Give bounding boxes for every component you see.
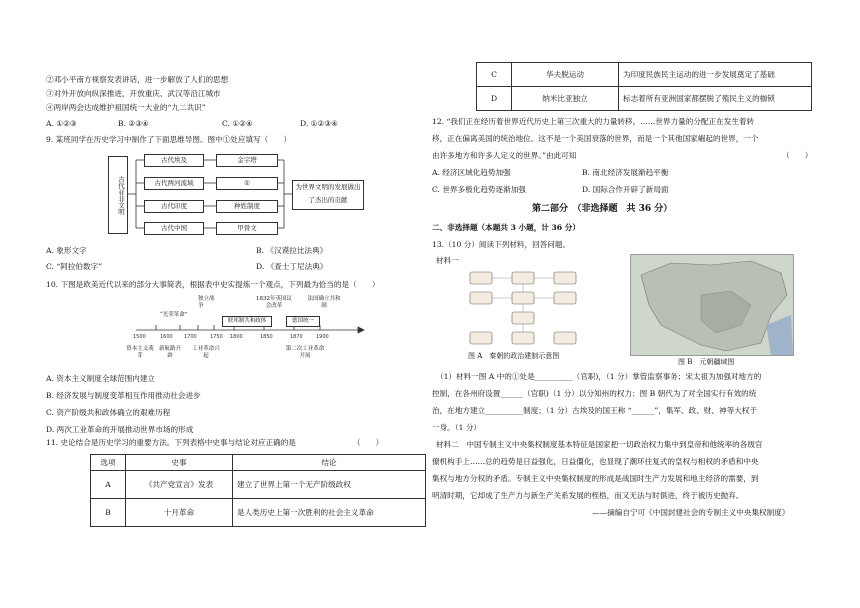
q12-option-c[interactable]: C. 世界多极化趋势逐渐加强 bbox=[432, 185, 526, 194]
timeline-event-french-republic: 法国确立共和制 bbox=[307, 296, 341, 309]
table-row[interactable] bbox=[477, 87, 812, 111]
q12-option-d[interactable]: D. 国际合作开辟了新局面 bbox=[582, 185, 669, 194]
mind-map-civ-china: 古代中国 bbox=[144, 222, 204, 235]
q9-option-c[interactable]: C. “阿拉伯数字” bbox=[46, 262, 103, 271]
mind-map-item-oracle: 甲骨文 bbox=[216, 222, 278, 235]
material-two-line-3: 集权与地方分权的矛盾。专制主义中央集权制度的形成是战国时生产力发展和地主经济的需要，到 bbox=[432, 474, 759, 483]
material-two-line-4: 明清时期，它却成了生产力与新生产关系发展的桎梏，而又无法与时俱进，终于被历史抛弃。 bbox=[432, 491, 744, 500]
q13-part1-line-3: 治，在地方建立__________制度；（1 分）古埃及的国王称 “______”，集军、政、财、神等大权于 bbox=[432, 406, 757, 415]
svg-text:1870: 1870 bbox=[290, 334, 303, 340]
q10-option-b[interactable]: B. 经济发展与制度变革相互作用推动社会进步 bbox=[46, 391, 201, 400]
mind-map-result: 为世界文明的发展做出了杰出的贡献 bbox=[292, 180, 364, 210]
q11-header-event: 史事 bbox=[126, 455, 233, 471]
q11-header-conclusion: 结论 bbox=[233, 455, 426, 471]
q9-option-a[interactable]: A. 象形文字 bbox=[46, 246, 87, 255]
q11-row-b-option: B bbox=[91, 499, 126, 527]
q12-line-2: 移，正在偏离美国的统治地位。这不是一个美国衰落的世界，而是一个其他国家崛起的世界，一个 bbox=[432, 134, 759, 143]
q9-option-b[interactable]: B. 《汉谟拉比法典》 bbox=[256, 246, 328, 255]
q11-table bbox=[90, 454, 426, 527]
mind-map-item-pyramid: 金字塔 bbox=[216, 154, 278, 167]
figure-a-caption: 图 A 秦朝的政治建制示意图 bbox=[468, 352, 560, 360]
q11-row-a-event: 《共产党宣言》发表 bbox=[126, 471, 233, 499]
q11-row-b-event: 十月革命 bbox=[126, 499, 233, 527]
q11-row-c-event: 华夫脱运动 bbox=[512, 63, 619, 87]
q12-line-1: 12. “我们正在经历着世界近代历史上第三次重大的力量转移。……世界力量的分配正在发生着转 bbox=[432, 117, 755, 126]
material-two-line-2: 僚机构手上……总的趋势是日益强化，日益僵化，也显现了潮环往复式的皇权与相权的矛盾和中央 bbox=[432, 457, 759, 466]
q13-part1-line-2: 控制，在各州府设置______（官职)（1 分）以分知州的权力；图 B 朝代为了对全国实行有效的统 bbox=[432, 389, 757, 398]
section-two-subheading: 二、非选择题（本题共 3 小题，计 36 分） bbox=[432, 223, 580, 232]
table-row[interactable] bbox=[91, 471, 426, 499]
q13-part1-line-4: 一身。（1 分） bbox=[432, 423, 482, 432]
yuan-dynasty-map bbox=[630, 254, 794, 356]
material-two-source: ——摘编自宁可《中国封建社会的专制主义中央集权制度》 bbox=[592, 508, 790, 517]
mind-map-item-caste: 种姓制度 bbox=[216, 200, 278, 213]
q12-option-b[interactable]: B. 南北经济发展渐趋平衡 bbox=[582, 168, 669, 177]
q10-option-d[interactable]: D. 两次工业革命的开展推动世界市场的形成 bbox=[46, 425, 194, 434]
q11-row-c-option: C bbox=[477, 63, 512, 87]
q11-row-a-conclusion: 建立了世界上第一个无产阶级政权 bbox=[233, 471, 426, 499]
mind-map-item-blank: ① bbox=[216, 177, 278, 190]
mind-map-root: 古代亚非文明 bbox=[108, 156, 128, 234]
q11-row-d-event: 纳米比亚独立 bbox=[512, 87, 619, 111]
svg-text:1600: 1600 bbox=[160, 334, 173, 340]
q9-option-d[interactable]: D. 《查士丁尼法典》 bbox=[256, 262, 328, 271]
timeline-event-industrial-revolution: 工业革命兴起 bbox=[192, 346, 220, 359]
q8-option-a[interactable]: A. ①②③ bbox=[46, 119, 77, 128]
table-row[interactable] bbox=[477, 63, 812, 87]
material-one-label: 材料一 bbox=[436, 256, 459, 265]
timeline-event-glorious-revolution: “光荣革命” bbox=[160, 312, 188, 318]
map-territory bbox=[631, 255, 793, 355]
q12-option-a[interactable]: A. 经济区域化趋势加强 bbox=[432, 168, 511, 177]
timeline-event-1832-reform: 1832年英国议会改革 bbox=[256, 296, 292, 309]
q11-row-c-conclusion: 为印度民族民主运动的进一步发展奠定了基础 bbox=[619, 63, 812, 87]
timeline-event-independence-war: 独立战争 bbox=[198, 296, 215, 309]
mind-map-civ-india: 古代印度 bbox=[144, 200, 204, 213]
svg-text:1750: 1750 bbox=[210, 334, 223, 340]
q11-row-b-conclusion: 是人类历史上第一次胜利的社会主义革命 bbox=[233, 499, 426, 527]
figure-b-caption: 图 B 元朝疆域图 bbox=[678, 358, 735, 366]
timeline-bar-federal-republic: 联邦制共和政体 bbox=[222, 316, 272, 327]
timeline-event-second-industrial: 第二次工业革命开展 bbox=[285, 346, 325, 359]
material-two-line-1: 材料二 中国专制主义中央集权制度基本特征是国家把一切政治权力集中到皇帝和他统率的各级官 bbox=[436, 440, 763, 449]
q8-item-4: ④两岸两会达成维护祖国统一大业的“九二共识” bbox=[46, 103, 206, 112]
q13-part1-line-1: （1）材料一图 A 中的①处是__________（官职)，（1 分）掌管监察事务；宋太祖为加强对地方的 bbox=[436, 372, 762, 381]
q9-mind-map bbox=[106, 150, 366, 238]
part-two-heading: 第二部分 （非选择题 共 36 分） bbox=[532, 204, 673, 214]
mind-map-civ-mesopotamia: 古代两河流域 bbox=[144, 177, 204, 190]
q11-row-a-option: A bbox=[91, 471, 126, 499]
q11-row-d-option: D bbox=[477, 87, 512, 111]
q10-timeline bbox=[126, 294, 366, 364]
timeline-event-new-routes: 新航路开辟 bbox=[158, 346, 181, 359]
q13-stem: 13.（10 分）阅读下列材料，回答问题。 bbox=[432, 240, 571, 249]
q11-stem: 11. 史论结合是历史学习的重要方法。下列表格中史事与结论对应正确的是 （ ） bbox=[46, 438, 384, 447]
mind-map-civ-egypt: 古代埃及 bbox=[144, 154, 204, 167]
timeline-bar-german-unification: 德国统一 bbox=[286, 316, 320, 327]
svg-text:1700: 1700 bbox=[184, 334, 197, 340]
q8-option-b[interactable]: B. ②③④ bbox=[118, 119, 149, 128]
q9-stem: 9. 某班同学在历史学习中制作了下面思维导图。图中①处应填写（ ） bbox=[46, 135, 292, 144]
q10-stem: 10. 下图是欧美近代以来的部分大事简表，根据表中史实提炼一个观点，下列最为恰当的是（ ） bbox=[46, 280, 380, 289]
svg-text:1850: 1850 bbox=[260, 334, 273, 340]
table-row[interactable] bbox=[91, 499, 426, 527]
q11-table-continued bbox=[476, 62, 812, 111]
q11-row-d-conclusion: 标志着所有亚洲国家都摆脱了殖民主义的枷锁 bbox=[619, 87, 812, 111]
svg-text:1800: 1800 bbox=[230, 334, 243, 340]
timeline-event-capitalism-sprouts: 资本主义萌芽 bbox=[126, 346, 154, 359]
q12-line-3: 由许多地方和许多人定义的世界。”由此可知 bbox=[432, 151, 577, 160]
svg-text:1900: 1900 bbox=[316, 334, 329, 340]
q10-option-a[interactable]: A. 资本主义制度全球范围内建立 bbox=[46, 374, 156, 383]
q8-item-3: ③对外开放向纵深推进，开放重庆、武汉等沿江城市 bbox=[46, 89, 221, 98]
q11-header-option: 选项 bbox=[91, 455, 126, 471]
q10-option-c[interactable]: C. 资产阶级共和政体确立的艰难历程 bbox=[46, 408, 171, 417]
q12-answer-paren: （ ） bbox=[782, 151, 813, 160]
q8-item-2: ②邓小平南方视察发表讲话，进一步解放了人们的思想 bbox=[46, 75, 229, 84]
q8-option-c[interactable]: C. ①②④ bbox=[222, 119, 253, 128]
q8-option-d[interactable]: D. ①②③④ bbox=[300, 119, 338, 128]
qin-political-structure-diagram bbox=[468, 270, 578, 348]
figure-a-diagram bbox=[468, 270, 578, 348]
svg-text:1500: 1500 bbox=[133, 334, 146, 340]
